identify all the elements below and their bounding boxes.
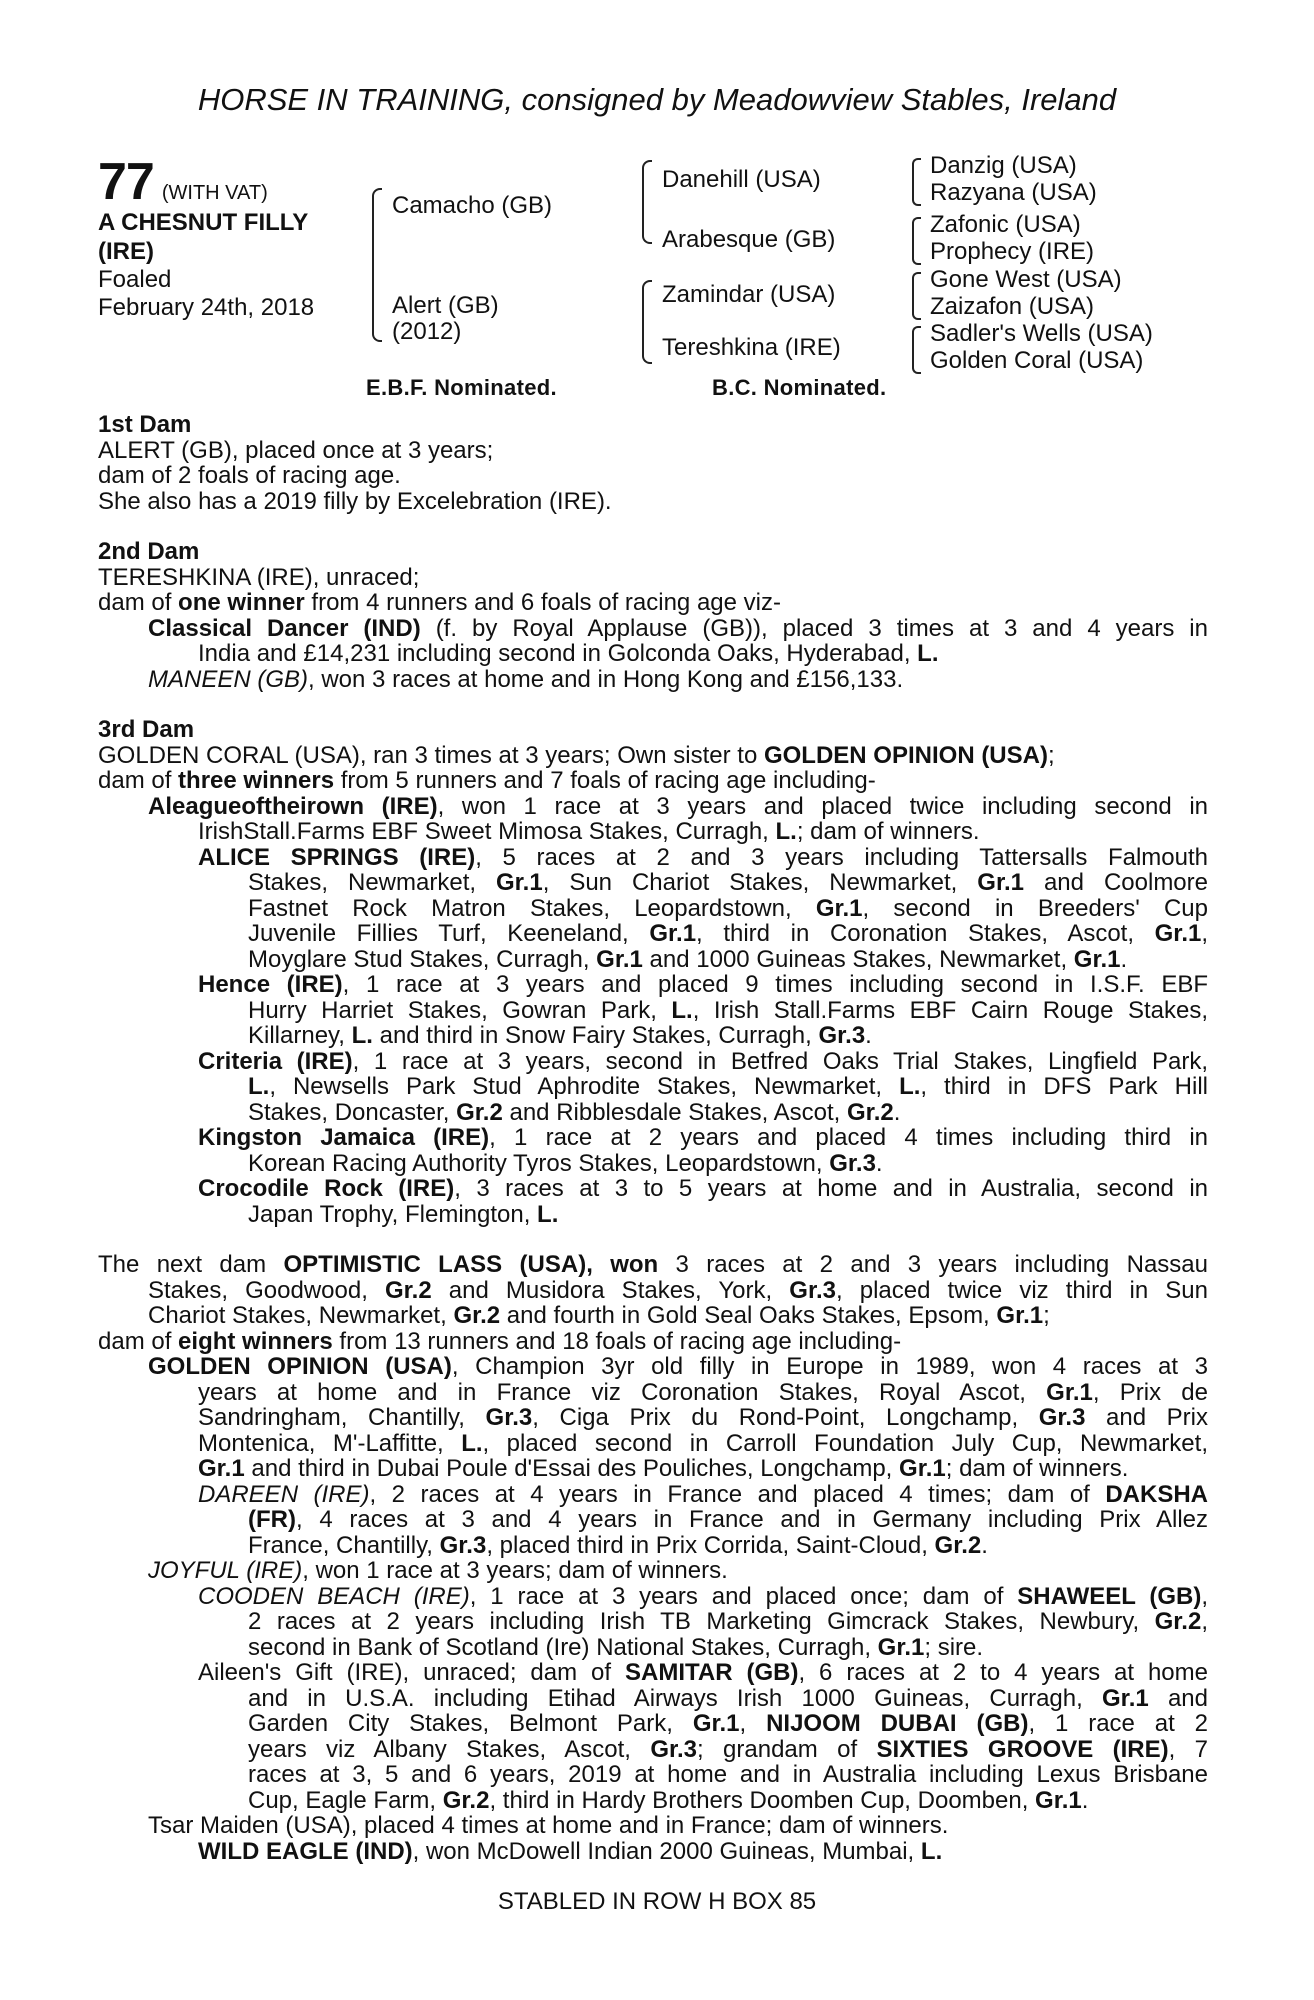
pedigree-brace xyxy=(912,326,921,374)
progeny-entry: JOYFUL (IRE), won 1 race at 3 years; dam of winners. xyxy=(148,1557,728,1584)
first-dam-heading: 1st Dam xyxy=(98,411,192,438)
g3-ancestor: Sadler's Wells (USA) xyxy=(930,320,1153,347)
lot-block xyxy=(98,152,268,212)
next-dam-line: The next dam OPTIMISTIC LASS (USA), won 3 races at 2 and 3 years including Nassau xyxy=(98,1251,1208,1278)
sire-sire: Danehill (USA) xyxy=(662,166,821,193)
progeny-entry: Montenica, M'-Laffitte, L., placed second in Carroll Foundation July Cup, Newmarket, xyxy=(198,1429,1208,1457)
dam-year: (2012) xyxy=(392,318,462,345)
pedigree-brace xyxy=(642,280,652,364)
sire-dam: Arabesque (GB) xyxy=(662,226,836,253)
progeny-entry: Stakes, Doncaster, Gr.2 and Ribblesdale Stakes, Ascot, Gr.2. xyxy=(248,1098,901,1126)
first-dam-line: ALERT (GB), placed once at 3 years; xyxy=(98,436,494,464)
g3-ancestor: Zaizafon (USA) xyxy=(930,293,1095,320)
progeny-entry: India and £14,231 including second in Golconda Oaks, Hyderabad, L. xyxy=(198,640,939,667)
progeny-entry: Hurry Harriet Stakes, Gowran Park, L., Irish Stall.Farms EBF Cairn Rouge Stakes, xyxy=(248,996,1209,1024)
g3-ancestor: Razyana (USA) xyxy=(930,179,1097,206)
page-header: HORSE IN TRAINING, consigned by Meadowview Stables, Ireland xyxy=(197,82,1117,117)
third-dam-line: GOLDEN CORAL (USA), ran 3 times at 3 years; Own sister to GOLDEN OPINION (USA); xyxy=(98,741,1055,769)
progeny-entry: France, Chantilly, Gr.3, placed third in Prix Corrida, Saint-Cloud, Gr.2. xyxy=(248,1531,988,1559)
progeny-entry: Criteria (IRE), 1 race at 3 years, second in Betfred Oaks Trial Stakes, Lingfield Park, xyxy=(198,1047,1208,1075)
pedigree-brace xyxy=(372,188,382,342)
progeny-entry: Killarney, L. and third in Snow Fairy Stakes, Curragh, Gr.3. xyxy=(248,1022,872,1049)
pedigree-brace xyxy=(912,217,921,265)
bc-nominated: B.C. Nominated. xyxy=(712,375,887,400)
next-dam-line: dam of eight winners from 13 runners and 18 foals of racing age including- xyxy=(98,1327,902,1355)
lot-number: 77 xyxy=(98,153,154,211)
progeny-entry: Gr.1 and third in Dubai Poule d'Essai des Pouliches, Longchamp, Gr.1; dam of winners. xyxy=(198,1455,1129,1482)
progeny-entry: Juvenile Fillies Turf, Keeneland, Gr.1, third in Coronation Stakes, Ascot, Gr.1, xyxy=(248,920,1209,947)
progeny-entry: Japan Trophy, Flemington, L. xyxy=(248,1200,559,1228)
dam-history xyxy=(98,412,1208,1864)
progeny-entry: WILD EAGLE (IND), won McDowell Indian 2000 Guineas, Mumbai, L. xyxy=(198,1837,943,1865)
progeny-entry: Cup, Eagle Farm, Gr.2, third in Hardy Brothers Doomben Cup, Doomben, Gr.1. xyxy=(248,1786,1089,1814)
pedigree-brace xyxy=(912,158,921,206)
third-dam-heading: 3rd Dam xyxy=(98,716,195,743)
progeny-entry: GOLDEN OPINION (USA), Champion 3yr old filly in Europe in 1989, won 4 races at 3 xyxy=(148,1353,1208,1380)
second-dam-line: TERESHKINA (IRE), unraced; xyxy=(98,563,420,591)
horse-name xyxy=(98,208,308,266)
first-dam-line: She also has a 2019 filly by Excelebration (IRE). xyxy=(98,487,612,515)
pedigree-brace xyxy=(642,160,652,244)
next-dam-line: Stakes, Goodwood, Gr.2 and Musidora Stakes, York, Gr.3, placed twice viz third in Sun xyxy=(148,1276,1208,1304)
horse-name-line2: (IRE) xyxy=(98,238,154,265)
progeny-entry: IrishStall.Farms EBF Sweet Mimosa Stakes, Curragh, L.; dam of winners. xyxy=(198,818,980,845)
g3-ancestor: Golden Coral (USA) xyxy=(930,347,1144,374)
first-dam-line: dam of 2 foals of racing age. xyxy=(98,462,401,489)
progeny-entry: ALICE SPRINGS (IRE), 5 races at 2 and 3 years including Tattersalls Falmouth xyxy=(198,843,1208,871)
g3-ancestor: Danzig (USA) xyxy=(930,152,1077,179)
progeny-entry: Tsar Maiden (USA), placed 4 times at home and in France; dam of winners. xyxy=(148,1812,949,1839)
sire: Camacho (GB) xyxy=(392,192,553,219)
progeny-entry: L., Newsells Park Stud Aphrodite Stakes, Newmarket, L., third in DFS Park Hill xyxy=(248,1073,1208,1100)
g3-ancestor: Gone West (USA) xyxy=(930,266,1122,293)
third-dam-line: dam of three winners from 5 runners and 7 foals of racing age including- xyxy=(98,767,876,794)
progeny-entry: and in U.S.A. including Etihad Airways Irish 1000 Guineas, Curragh, Gr.1 and xyxy=(248,1684,1208,1712)
progeny-entry: Aleagueoftheirown (IRE), won 1 race at 3 years and placed twice including second in xyxy=(148,792,1209,820)
progeny-entry: Stakes, Newmarket, Gr.1, Sun Chariot Stakes, Newmarket, Gr.1 and Coolmore xyxy=(248,869,1208,896)
progeny-entry: COODEN BEACH (IRE), 1 race at 3 years and placed once; dam of SHAWEEL (GB), xyxy=(198,1582,1208,1610)
pedigree-brace xyxy=(912,272,921,320)
foaled-block xyxy=(98,266,314,322)
progeny-entry: Garden City Stakes, Belmont Park, Gr.1, NIJOOM DUBAI (GB), 1 race at 2 xyxy=(248,1710,1208,1737)
second-dam-heading: 2nd Dam xyxy=(98,538,200,565)
ebf-nominated: E.B.F. Nominated. xyxy=(366,375,557,400)
dam-dam: Tereshkina (IRE) xyxy=(662,334,841,361)
progeny-entry: years at home and in France viz Coronation Stakes, Royal Ascot, Gr.1, Prix de xyxy=(198,1378,1209,1406)
progeny-entry: DAREEN (IRE), 2 races at 4 years in France and placed 4 times; dam of DAKSHA xyxy=(198,1480,1208,1508)
vat-note: (WITH VAT) xyxy=(161,182,268,204)
dam: Alert (GB) xyxy=(392,292,499,319)
progeny-entry: Crocodile Rock (IRE), 3 races at 3 to 5 years at home and in Australia, second in xyxy=(198,1175,1208,1202)
progeny-entry: second in Bank of Scotland (Ire) National Stakes, Curragh, Gr.1; sire. xyxy=(248,1633,984,1661)
progeny-entry: Kingston Jamaica (IRE), 1 race at 2 years and placed 4 times including third in xyxy=(198,1124,1209,1151)
progeny-entry: Fastnet Rock Matron Stakes, Leopardstown, Gr.1, second in Breeders' Cup xyxy=(248,894,1209,922)
g3-ancestor: Zafonic (USA) xyxy=(930,211,1081,238)
dam-sire: Zamindar (USA) xyxy=(662,281,836,308)
progeny-entry: years viz Albany Stakes, Ascot, Gr.3; grandam of SIXTIES GROOVE (IRE), 7 xyxy=(248,1735,1209,1763)
progeny-entry: Hence (IRE), 1 race at 3 years and placed 9 times including second in I.S.F. EBF xyxy=(198,971,1208,998)
stabled-location: STABLED IN ROW H BOX 85 xyxy=(497,1888,817,1915)
horse-name-line1: A CHESNUT FILLY xyxy=(98,209,309,236)
progeny-entry: Aileen's Gift (IRE), unraced; dam of SAMITAR (GB), 6 races at 2 to 4 years at home xyxy=(198,1659,1208,1686)
progeny-entry: (FR), 4 races at 3 and 4 years in France and in Germany including Prix Allez xyxy=(248,1506,1208,1533)
second-dam-line: dam of one winner from 4 runners and 6 foals of racing age viz- xyxy=(98,589,781,616)
progeny-entry: 2 races at 2 years including Irish TB Marketing Gimcrack Stakes, Newbury, Gr.2, xyxy=(248,1608,1208,1635)
next-dam-line: Chariot Stakes, Newmarket, Gr.2 and fourth in Gold Seal Oaks Stakes, Epsom, Gr.1; xyxy=(148,1302,1050,1329)
g3-ancestor: Prophecy (IRE) xyxy=(930,238,1095,265)
progeny-entry: MANEEN (GB), won 3 races at home and in Hong Kong and £156,133. xyxy=(148,665,904,693)
progeny-entry: Sandringham, Chantilly, Gr.3, Ciga Prix du Rond-Point, Longchamp, Gr.3 and Prix xyxy=(198,1404,1208,1431)
progeny-entry: Korean Racing Authority Tyros Stakes, Leopardstown, Gr.3. xyxy=(248,1149,883,1177)
foaled-label: Foaled xyxy=(98,266,172,293)
progeny-entry: Classical Dancer (IND) (f. by Royal Applause (GB)), placed 3 times at 3 and 4 years in xyxy=(148,614,1208,642)
progeny-entry: races at 3, 5 and 6 years, 2019 at home and in Australia including Lexus Brisbane xyxy=(248,1761,1208,1788)
progeny-entry: Moyglare Stud Stakes, Curragh, Gr.1 and 1000 Guineas Stakes, Newmarket, Gr.1. xyxy=(248,945,1128,973)
foaled-date: February 24th, 2018 xyxy=(98,294,315,321)
